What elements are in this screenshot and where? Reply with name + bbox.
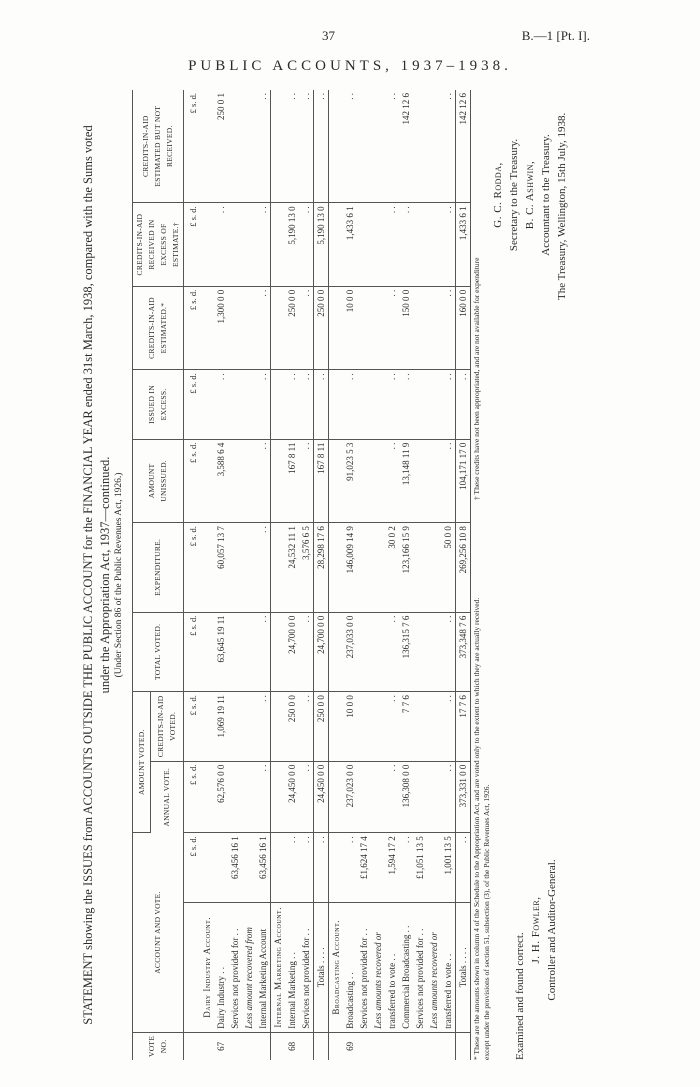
table-row [441, 90, 456, 1060]
expenditure-value: 123,166 15 9 [399, 523, 413, 613]
credits-not-received-value: . . [314, 90, 329, 203]
unissued-value [371, 439, 385, 522]
signatory-title: Controller and Auditor-General. [546, 859, 558, 1001]
excess-value: . . [214, 370, 228, 439]
sub-amount: . . [314, 833, 329, 903]
signatory-name: G. C. Rodda, [492, 162, 504, 228]
credits-estimated-value [242, 286, 256, 369]
credits-not-received-value: . . [256, 90, 271, 203]
expenditure-value [200, 523, 214, 613]
page-number: 37 [322, 28, 335, 43]
unit-label: £ s. d. [184, 833, 201, 903]
sub-amount: . . [285, 833, 299, 903]
unissued-value: 3,588 6 4 [214, 439, 228, 522]
table-row [299, 90, 314, 1060]
unissued-value [427, 439, 441, 522]
unissued-value: 91,023 5 3 [343, 439, 357, 522]
account-description: Less amounts recovered or [371, 902, 385, 1032]
vote-number [399, 1032, 413, 1060]
credits-estimated-value [271, 286, 286, 369]
account-description: Totals . . . . [314, 902, 329, 1032]
unit-label: £ s. d. [184, 761, 201, 833]
vote-number [329, 1032, 344, 1060]
credits-estimated-value [329, 286, 344, 369]
credits-estimated-value: 250 0 0 [285, 286, 299, 369]
annual-vote-value: . . [441, 761, 456, 833]
table-row [343, 90, 357, 1060]
vote-number [299, 1032, 314, 1060]
credits-voted-value: . . [256, 692, 271, 762]
account-description: Services not provided for . . [413, 902, 427, 1032]
unissued-value [200, 439, 214, 522]
excess-value: . . [441, 370, 456, 439]
total-voted-value [413, 612, 427, 692]
unit-label: £ s. d. [184, 692, 201, 762]
examined-note: Examined and found correct. [514, 932, 526, 1060]
sub-amount [427, 833, 441, 903]
expenditure-value: 24,532 11 1 [285, 523, 299, 613]
credits-estimated-value [371, 286, 385, 369]
unissued-value [242, 439, 256, 522]
vote-number: 68 [287, 1041, 297, 1051]
table-row [456, 90, 471, 1060]
total-voted-value: . . [385, 612, 399, 692]
excess-value: . . [456, 370, 471, 439]
account-description: Services not provided for . . [228, 902, 242, 1032]
credits-received-excess-value [200, 203, 214, 286]
credits-received-excess-value: 5,190 13 0 [314, 203, 329, 286]
total-voted-value: 63,645 19 11 [214, 612, 228, 692]
credits-received-excess-value: . . [441, 203, 456, 286]
table-row [329, 90, 344, 1060]
unissued-value: 167 8 11 [314, 439, 329, 522]
credits-not-received-value [228, 90, 242, 203]
table-row [413, 90, 427, 1060]
vote-number [242, 1032, 256, 1060]
sub-amount: 1,594 17 2 [385, 833, 399, 903]
credits-not-received-value [357, 90, 371, 203]
sub-amount: . . [456, 833, 471, 903]
auditor-signature [512, 800, 560, 1060]
account-description: Internal Marketing . . [285, 902, 299, 1032]
table-row [371, 90, 385, 1060]
sub-amount: . . [299, 833, 314, 903]
signatory-title: Accountant to the Treasury. [540, 134, 552, 256]
credits-received-excess-value: . . [214, 203, 228, 286]
account-description: Dairy Industry Account. [200, 902, 214, 1032]
sub-amount [329, 833, 344, 903]
vote-number [314, 1032, 329, 1060]
credits-voted-value: . . [385, 692, 399, 762]
credits-estimated-value: . . [441, 286, 456, 369]
units-row [184, 90, 201, 1060]
total-voted-value: 373,348 7 6 [456, 612, 471, 692]
sub-amount: £1,051 13 5 [413, 833, 427, 903]
vote-number: 67 [216, 1041, 226, 1051]
annual-vote-value: 237,023 0 0 [343, 761, 357, 833]
vote-number: 69 [345, 1041, 355, 1051]
unissued-value: . . [299, 439, 314, 522]
total-voted-value: . . [256, 612, 271, 692]
annual-vote-value [413, 761, 427, 833]
credits-estimated-value: . . [299, 286, 314, 369]
signatory-name: B. C. Ashwin, [524, 160, 536, 230]
account-description: Services not provided for . . [299, 902, 314, 1032]
vote-number [200, 1032, 214, 1060]
annual-vote-value [242, 761, 256, 833]
excess-value [271, 370, 286, 439]
total-voted-value: 24,700 0 0 [285, 612, 299, 692]
credits-received-excess-value [413, 203, 427, 286]
credits-voted-value: 250 0 0 [285, 692, 299, 762]
sub-amount: 63,456 16 1 [256, 833, 271, 903]
credits-received-excess-value: . . [385, 203, 399, 286]
account-description: Internal Marketing Account [256, 902, 271, 1032]
table-row [256, 90, 271, 1060]
footnote-credits-estimated [472, 540, 492, 1060]
credits-not-received-value [413, 90, 427, 203]
table-row [242, 90, 256, 1060]
annual-vote-value: . . [385, 761, 399, 833]
account-description: Broadcasting . . [343, 902, 357, 1032]
credits-not-received-value: . . [343, 90, 357, 203]
col-credits-received-excess: CREDITS-IN-AID RECEIVED IN EXCESS OF ESTIMATE.† [133, 203, 184, 286]
vote-number [456, 1032, 471, 1060]
unit-label: £ s. d. [184, 203, 201, 286]
col-vote-no: VOTE NO. [133, 1032, 184, 1060]
total-voted-value [228, 612, 242, 692]
credits-received-excess-value: . . [399, 203, 413, 286]
credits-not-received-value: 142 12 6 [399, 90, 413, 203]
sub-amount: 63,456 16 1 [228, 833, 242, 903]
sub-amount: £1,624 17 4 [357, 833, 371, 903]
total-voted-value: . . [299, 612, 314, 692]
col-credits-in-aid-voted: CREDITS-IN-AID VOTED. [151, 692, 184, 762]
unit-label: £ s. d. [184, 90, 201, 203]
col-annual-vote: ANNUAL VOTE. [151, 761, 184, 833]
annual-vote-value: . . [299, 761, 314, 833]
excess-value: . . [399, 370, 413, 439]
annual-vote-value: 62,576 0 0 [214, 761, 228, 833]
excess-value: . . [385, 370, 399, 439]
total-voted-value [200, 612, 214, 692]
expenditure-value: 269,256 10 8 [456, 523, 471, 613]
vote-number [256, 1032, 271, 1060]
annual-vote-value: 24,450 0 0 [285, 761, 299, 833]
expenditure-value: 30 0 2 [385, 523, 399, 613]
statement-heading [80, 90, 114, 1060]
credits-received-excess-value: 1,433 6 1 [343, 203, 357, 286]
credits-estimated-value [200, 286, 214, 369]
vote-number [228, 1032, 242, 1060]
annual-vote-value [329, 761, 344, 833]
account-description: Totals . . . . [456, 902, 471, 1032]
excess-value [228, 370, 242, 439]
credits-not-received-value: . . [441, 90, 456, 203]
annual-vote-value: . . [256, 761, 271, 833]
page-title: PUBLIC ACCOUNTS, 1937–1938. [188, 58, 512, 74]
credits-voted-value [371, 692, 385, 762]
excess-value: . . [299, 370, 314, 439]
excess-value: . . [314, 370, 329, 439]
total-voted-value: 237,033 0 0 [343, 612, 357, 692]
unit-label: £ s. d. [184, 523, 201, 613]
credits-received-excess-value [271, 203, 286, 286]
statement-subtitle: (Under Section 86 of the Public Revenues Act, 1926.) [114, 472, 124, 678]
credits-voted-value [228, 692, 242, 762]
account-description: transferred to vote . . [385, 902, 399, 1032]
unit-label: £ s. d. [184, 439, 201, 522]
credits-voted-value: . . [299, 692, 314, 762]
credits-estimated-value: . . [256, 286, 271, 369]
credits-not-received-value [200, 90, 214, 203]
expenditure-value: 3,576 6 5 [299, 523, 314, 613]
unissued-value: . . [441, 439, 456, 522]
statement-line-1: STATEMENT showing the ISSUES from ACCOUNTS OUTSIDE THE PUBLIC ACCOUNT for the FINANCIAL YEAR ended 31st March, 1938, compared with the Sums voted [81, 125, 95, 1025]
statement-line-2: under the Appropriation Act, 1937—continued. [98, 456, 112, 694]
vote-number [413, 1032, 427, 1060]
vote-number [385, 1032, 399, 1060]
total-voted-value [271, 612, 286, 692]
annual-vote-value [271, 761, 286, 833]
account-description: Dairy Industry . . [214, 902, 228, 1032]
rotated-statement [80, 90, 590, 1060]
total-voted-value [242, 612, 256, 692]
credits-estimated-value: . . [385, 286, 399, 369]
unit-label: £ s. d. [184, 370, 201, 439]
footnote-line: except under the provisions of section 51, subsection (3), of the Public Revenues Act, 1926. [482, 784, 491, 1060]
credits-voted-value: 250 0 0 [314, 692, 329, 762]
excess-value [413, 370, 427, 439]
expenditure-value: 28,298 17 6 [314, 523, 329, 613]
account-description: Internal Marketing Account. [271, 902, 286, 1032]
unissued-value [413, 439, 427, 522]
credits-estimated-value: 160 0 0 [456, 286, 471, 369]
sub-amount [271, 833, 286, 903]
col-account-and-vote: ACCOUNT AND VOTE. [133, 833, 184, 1033]
expenditure-value: 146,009 14 9 [343, 523, 357, 613]
credits-not-received-value: . . [285, 90, 299, 203]
credits-not-received-value [427, 90, 441, 203]
credits-not-received-value: 142 12 6 [456, 90, 471, 203]
unissued-value [329, 439, 344, 522]
excess-value [329, 370, 344, 439]
credits-received-excess-value: . . [256, 203, 271, 286]
table-row [385, 90, 399, 1060]
table-row [285, 90, 299, 1060]
sub-amount [371, 833, 385, 903]
credits-estimated-value: 150 0 0 [399, 286, 413, 369]
table-row [314, 90, 329, 1060]
credits-estimated-value [413, 286, 427, 369]
credits-voted-value [271, 692, 286, 762]
excess-value: . . [256, 370, 271, 439]
expenditure-value [357, 523, 371, 613]
col-amount-unissued: AMOUNT UNISSUED. [133, 439, 184, 522]
credits-voted-value [427, 692, 441, 762]
vote-number [441, 1032, 456, 1060]
expenditure-value [413, 523, 427, 613]
sub-amount [242, 833, 256, 903]
unissued-value [228, 439, 242, 522]
credits-estimated-value: 1,300 0 0 [214, 286, 228, 369]
signatory-title: Secretary to the Treasury. [508, 138, 520, 252]
annual-vote-value: 24,450 0 0 [314, 761, 329, 833]
unissued-value: . . [256, 439, 271, 522]
credits-estimated-value [228, 286, 242, 369]
annual-vote-value: 373,331 0 0 [456, 761, 471, 833]
vote-number [427, 1032, 441, 1060]
credits-voted-value: 17 7 6 [456, 692, 471, 762]
table-row [214, 90, 228, 1060]
col-total-voted: TOTAL VOTED. [133, 612, 184, 692]
expenditure-value [329, 523, 344, 613]
unissued-value: . . [385, 439, 399, 522]
credits-not-received-value: 250 0 1 [214, 90, 228, 203]
unissued-value [357, 439, 371, 522]
annual-vote-value [427, 761, 441, 833]
sub-amount: . . [343, 833, 357, 903]
col-amount-voted: AMOUNT VOTED. [133, 692, 151, 833]
vote-number [357, 1032, 371, 1060]
total-voted-value [371, 612, 385, 692]
credits-voted-value [329, 692, 344, 762]
table-row [200, 90, 214, 1060]
account-description: Less amount recovered from [242, 902, 256, 1032]
credits-estimated-value: 10 0 0 [343, 286, 357, 369]
table-row [427, 90, 441, 1060]
excess-value [242, 370, 256, 439]
expenditure-value [371, 523, 385, 613]
annual-vote-value [200, 761, 214, 833]
col-credits-not-received: CREDITS-IN-AID ESTIMATED BUT NOT RECEIVED. [133, 90, 184, 203]
table-row [228, 90, 242, 1060]
excess-value [427, 370, 441, 439]
total-voted-value [427, 612, 441, 692]
credits-not-received-value [329, 90, 344, 203]
credits-voted-value [200, 692, 214, 762]
credits-not-received-value: . . [385, 90, 399, 203]
expenditure-value [427, 523, 441, 613]
table-row [357, 90, 371, 1060]
excess-value [200, 370, 214, 439]
unit-label: £ s. d. [184, 612, 201, 692]
credits-not-received-value [371, 90, 385, 203]
credits-received-excess-value [427, 203, 441, 286]
sub-amount [200, 833, 214, 903]
expenditure-value [228, 523, 242, 613]
account-description: Less amounts recovered or [427, 902, 441, 1032]
credits-not-received-value: . . [299, 90, 314, 203]
credits-received-excess-value [371, 203, 385, 286]
credits-voted-value: . . [441, 692, 456, 762]
credits-received-excess-value [228, 203, 242, 286]
total-voted-value [357, 612, 371, 692]
credits-not-received-value [271, 90, 286, 203]
account-description: Broadcasting Account. [329, 902, 344, 1032]
col-credits-in-aid-estimated: CREDITS-IN-AID ESTIMATED.* [133, 286, 184, 369]
excess-value [357, 370, 371, 439]
sub-amount: 1,001 13 5 [441, 833, 456, 903]
issues-table [132, 90, 471, 1060]
expenditure-value: . . [256, 523, 271, 613]
annual-vote-value [371, 761, 385, 833]
credits-received-excess-value [242, 203, 256, 286]
unissued-value: 104,171 17 0 [456, 439, 471, 522]
credits-estimated-value [357, 286, 371, 369]
col-expenditure: EXPENDITURE. [133, 523, 184, 613]
credits-received-excess-value: 5,190 13 0 [285, 203, 299, 286]
footnote-line: * These are the amounts shown in column 4 of the Schedule to the Appropriation Act, and are voted only to the extent to which they are actually received. [472, 597, 481, 1060]
table-row [399, 90, 413, 1060]
credits-voted-value: 1,069 19 11 [214, 692, 228, 762]
excess-value: . . [343, 370, 357, 439]
credits-estimated-value [427, 286, 441, 369]
unissued-value: 13,148 11 9 [399, 439, 413, 522]
unissued-value: 167 8 11 [285, 439, 299, 522]
vote-number [371, 1032, 385, 1060]
credits-voted-value [242, 692, 256, 762]
credits-voted-value [357, 692, 371, 762]
annual-vote-value: 136,308 0 0 [399, 761, 413, 833]
account-description: Commercial Broadcasting . . [399, 902, 413, 1032]
total-voted-value: . . [441, 612, 456, 692]
credits-voted-value: 7 7 6 [399, 692, 413, 762]
place-and-date: The Treasury, Wellington, 15th July, 1938. [556, 112, 568, 300]
signatory-name: J. H. Fowler, [530, 896, 542, 964]
credits-received-excess-value [357, 203, 371, 286]
total-voted-value: 136,315 7 6 [399, 612, 413, 692]
credits-voted-value: 10 0 0 [343, 692, 357, 762]
credits-received-excess-value [329, 203, 344, 286]
excess-value: . . [285, 370, 299, 439]
credits-received-excess-value: 1,433 6 1 [456, 203, 471, 286]
annual-vote-value [357, 761, 371, 833]
sub-amount: . . [399, 833, 413, 903]
credits-voted-value [413, 692, 427, 762]
expenditure-value [242, 523, 256, 613]
unit-label: £ s. d. [184, 286, 201, 369]
expenditure-value: 60,057 13 7 [214, 523, 228, 613]
account-description: transferred to vote . . [441, 902, 456, 1032]
credits-not-received-value [242, 90, 256, 203]
total-voted-value: 24,700 0 0 [314, 612, 329, 692]
col-issued-in-excess: ISSUED IN EXCESS. [133, 370, 184, 439]
document-reference: B.—1 [Pt. I]. [521, 28, 590, 43]
expenditure-value [271, 523, 286, 613]
credits-received-excess-value: . . [299, 203, 314, 286]
footnote-credits-not-appropriated: † These credits have not been appropriated, and are not available for expenditure [472, 257, 481, 500]
sub-amount [214, 833, 228, 903]
vote-number [271, 1032, 286, 1060]
annual-vote-value [228, 761, 242, 833]
credits-estimated-value: 250 0 0 [314, 286, 329, 369]
account-description: Services not provided for . . [357, 902, 371, 1032]
treasury-signatures [490, 90, 570, 300]
table-row [271, 90, 286, 1060]
unissued-value [271, 439, 286, 522]
total-voted-value [329, 612, 344, 692]
excess-value [371, 370, 385, 439]
expenditure-value: 50 0 0 [441, 523, 456, 613]
